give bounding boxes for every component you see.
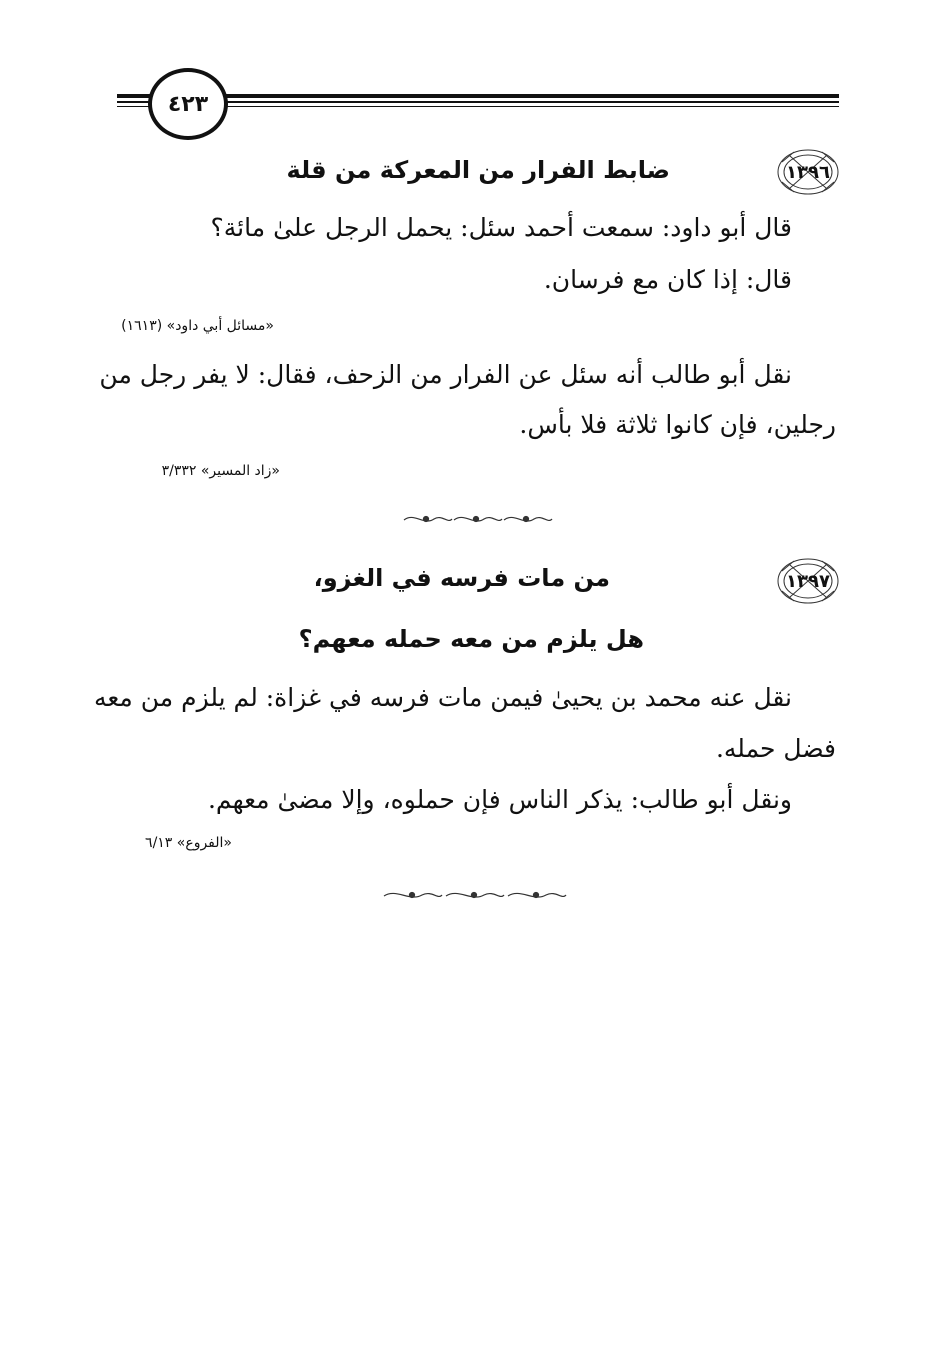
entry-number: ١٣٩٦ <box>786 161 830 183</box>
source-reference: «زاد المسير» ٣/٣٣٢ <box>161 463 280 479</box>
text-line: قال: إذا كان مع فرسان. <box>543 265 792 294</box>
entry-number-medallion <box>776 148 840 196</box>
source-reference: «الفروع» ٦/١٣ <box>145 835 232 851</box>
text-line: نقل أبو طالب أنه سئل عن الفرار من الزحف، فقال: لا يفر رجل من <box>99 360 792 389</box>
text-line: قال أبو داود: سمعت أحمد سئل: يحمل الرجل علىٰ مائة؟ <box>210 213 792 242</box>
section-divider-ornament-icon <box>400 510 555 528</box>
entry-title: هل يلزم من معه حمله معهم؟ <box>298 625 644 653</box>
entry-number: ١٣٩٧ <box>786 570 830 592</box>
entry-number-medallion <box>776 557 840 605</box>
entry-title: ضابط الفرار من المعركة من قلة <box>286 156 670 184</box>
page-number: ٤٢٣ <box>148 68 228 140</box>
text-line: رجلين، فإن كانوا ثلاثة فلا بأس. <box>519 410 836 439</box>
text-line: ونقل أبو طالب: يذكر الناس فإن حملوه، وإلا مضىٰ معهم. <box>207 785 792 814</box>
section-divider-ornament-icon <box>380 886 570 904</box>
source-reference: «مسائل أبي داود» (١٦١٣) <box>121 318 274 334</box>
text-line: نقل عنه محمد بن يحيىٰ فيمن مات فرسه في غزاة: لم يلزم من معه <box>93 683 792 712</box>
text-line: فضل حمله. <box>715 734 836 763</box>
entry-title: من مات فرسه في الغزو، <box>313 564 610 592</box>
